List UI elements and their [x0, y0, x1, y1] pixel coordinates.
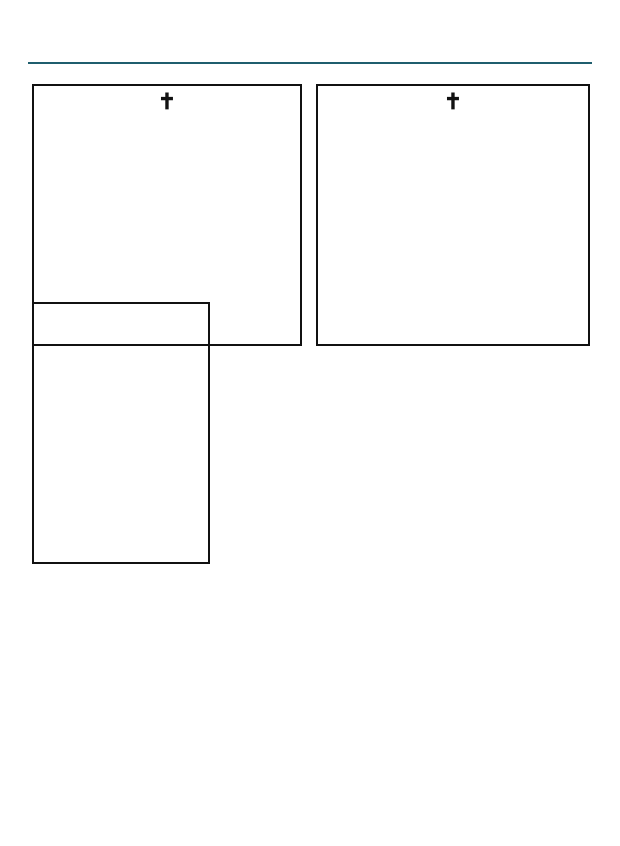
- cross-icon: ✝: [157, 89, 177, 115]
- obituary-mancilla: [32, 302, 210, 564]
- header-rule: [28, 62, 592, 64]
- cross-icon: ✝: [443, 89, 463, 115]
- page-date: [590, 38, 592, 45]
- obituary-araceli: [316, 84, 590, 346]
